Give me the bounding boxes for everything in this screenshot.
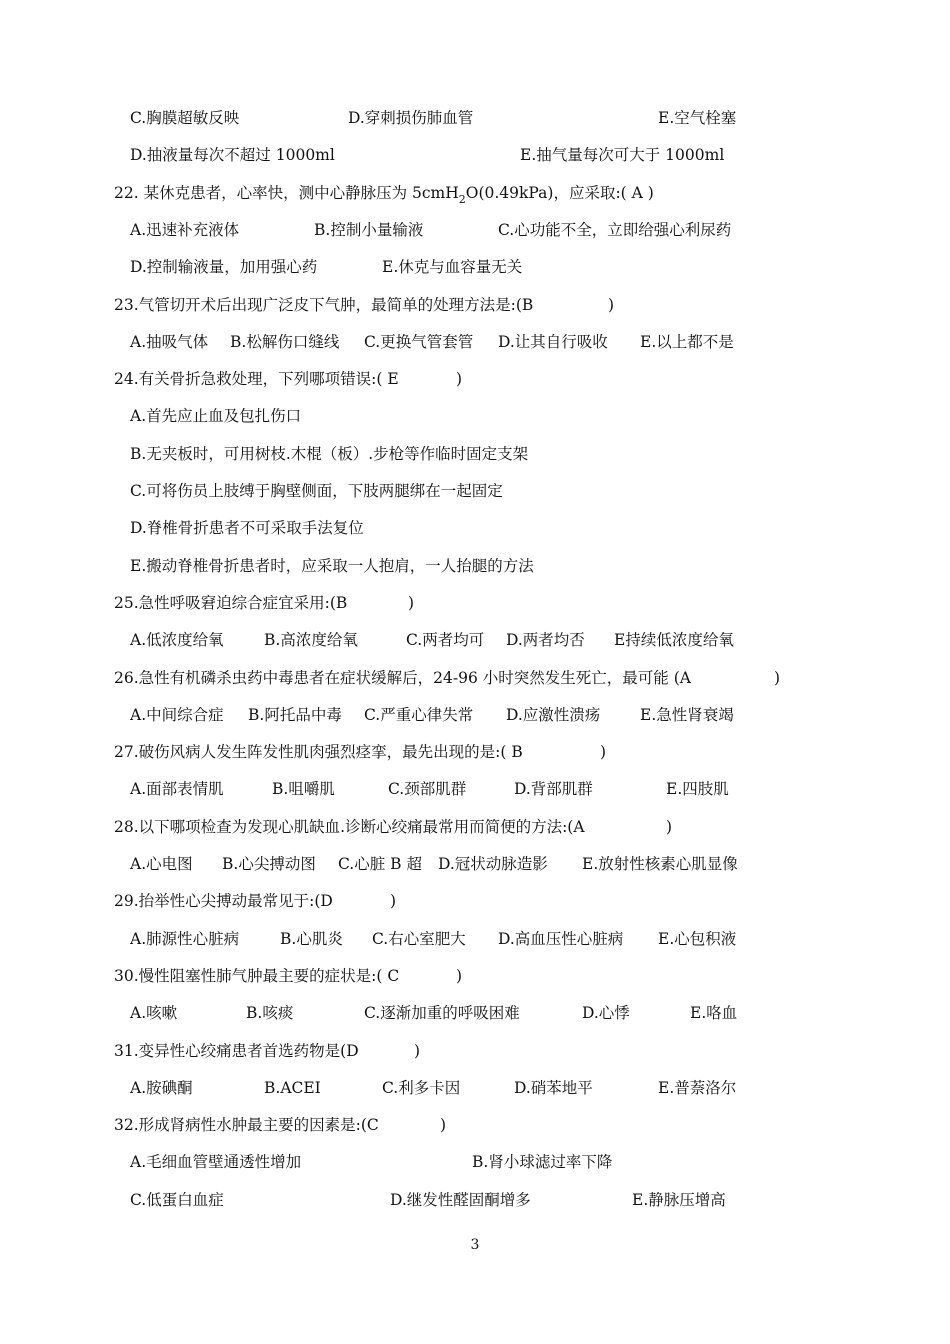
- answer-option: A.心电图: [130, 855, 193, 873]
- answer-option: E.以上都不是: [640, 333, 734, 351]
- answer-option: A.低浓度给氧: [130, 631, 224, 649]
- question-text: 22. 某休克患者，心率快，测中心静脉压为 5cmH: [114, 184, 459, 202]
- answer-option: C.右心室肥大: [372, 930, 466, 948]
- answer-option: D.控制输液量，加用强心药: [130, 258, 318, 276]
- answer-option: E.空气栓塞: [658, 109, 737, 127]
- answer-option: B.高浓度给氧: [264, 631, 358, 649]
- answer-option: A.中间综合症: [130, 706, 224, 724]
- answer-option: E.心包积液: [658, 930, 737, 948]
- question-text: ): [456, 967, 463, 985]
- answer-option: C.胸膜超敏反映: [130, 109, 240, 127]
- answer-option: C.更换气管套管: [364, 333, 474, 351]
- answer-option: C.可将伤员上肢缚于胸壁侧面，下肢两腿绑在一起固定: [130, 482, 503, 500]
- question-text: ): [608, 296, 615, 314]
- question-22: [114, 182, 654, 206]
- answer-option: B.阿托品中毒: [248, 706, 342, 724]
- answer-option: B.控制小量输液: [314, 221, 424, 239]
- question-text: ): [456, 370, 463, 388]
- answer-option: D.让其自行吸收: [498, 333, 608, 351]
- answer-option: C.心功能不全，立即给强心利尿药: [498, 221, 732, 239]
- answer-option: E.休克与血容量无关: [382, 258, 523, 276]
- answer-option: B.肾小球滤过率下降: [472, 1153, 613, 1171]
- answer-option: E.静脉压增高: [632, 1191, 726, 1209]
- answer-option: B.心尖搏动图: [222, 855, 316, 873]
- question-text: ): [414, 1042, 421, 1060]
- answer-option: E.普萘洛尔: [658, 1079, 737, 1097]
- answer-option: B.咀嚼肌: [272, 780, 335, 798]
- answer-option: E.急性肾衰竭: [640, 706, 734, 724]
- answer-option: E.搬动脊椎骨折患者时，应采取一人抱肩，一人抬腿的方法: [130, 557, 534, 575]
- question-text: 24.有关骨折急救处理，下列哪项错误:( E: [114, 370, 399, 388]
- question-text: 27.破伤风病人发生阵发性肌肉强烈痉挛，最先出现的是:( B: [114, 743, 523, 761]
- answer-option: C.逐渐加重的呼吸困难: [364, 1004, 520, 1022]
- answer-option: A.面部表情肌: [130, 780, 224, 798]
- answer-option: B.ACEI: [264, 1079, 321, 1097]
- answer-option: A.抽吸气体: [130, 333, 209, 351]
- answer-option: D.抽液量每次不超过 1000ml: [130, 146, 335, 164]
- answer-option: C.低蛋白血症: [130, 1191, 224, 1209]
- question-text: 31.变异性心绞痛患者首选药物是(D: [114, 1042, 359, 1060]
- answer-option: A.肺源性心脏病: [130, 930, 240, 948]
- question-text: ): [408, 594, 415, 612]
- answer-option: E.放射性核素心肌显像: [582, 855, 738, 873]
- answer-option: C.心脏 B 超: [338, 855, 422, 873]
- answer-option: A.首先应止血及包扎伤口: [130, 407, 302, 425]
- question-text: 25.急性呼吸窘迫综合症宜采用:(B: [114, 594, 348, 612]
- question-text: 28.以下哪项检查为发现心肌缺血.诊断心绞痛最常用而简便的方法:(A: [114, 818, 585, 836]
- answer-option: D.冠状动脉造影: [438, 855, 548, 873]
- question-text: ): [666, 818, 673, 836]
- question-text: 29.抬举性心尖搏动最常见于:(D: [114, 892, 333, 910]
- answer-option: D.应激性溃疡: [506, 706, 601, 724]
- question-text: 23.气管切开术后出现广泛皮下气肿，最简单的处理方法是:(B: [114, 296, 534, 314]
- question-text: 32.形成肾病性水肿最主要的因素是:(C: [114, 1116, 379, 1134]
- question-text: ): [774, 669, 781, 687]
- answer-option: A.胺碘酮: [130, 1079, 193, 1097]
- question-text: 30.慢性阻塞性肺气肿最主要的症状是:( C: [114, 967, 400, 985]
- question-text: ): [390, 892, 397, 910]
- answer-option: D.高血压性心脏病: [498, 930, 624, 948]
- answer-option: D.穿刺损伤肺血管: [348, 109, 474, 127]
- answer-option: E.咯血: [690, 1004, 738, 1022]
- question-text: ): [600, 743, 607, 761]
- answer-option: D.背部肌群: [514, 780, 593, 798]
- answer-option: C.两者均可: [406, 631, 485, 649]
- answer-option: A.咳嗽: [130, 1004, 178, 1022]
- answer-option: D.继发性醛固酮增多: [390, 1191, 531, 1209]
- question-text: ): [440, 1116, 447, 1134]
- answer-option: D.硝苯地平: [514, 1079, 593, 1097]
- question-text-tail: O(0.49kPa)，应采取:( A ): [465, 184, 654, 202]
- answer-option: C.严重心律失常: [364, 706, 474, 724]
- answer-option: E.四肢肌: [666, 780, 729, 798]
- subscript: 2: [458, 193, 466, 206]
- answer-option: A.毛细血管壁通透性增加: [130, 1153, 302, 1171]
- answer-option: B.咳痰: [246, 1004, 294, 1022]
- answer-option: E.抽气量每次可大于 1000ml: [520, 146, 725, 164]
- answer-option: A.迅速补充液体: [130, 221, 240, 239]
- answer-option: B.松解伤口缝线: [230, 333, 340, 351]
- page-number: 3: [470, 1237, 480, 1253]
- answer-option: E持续低浓度给氧: [614, 631, 734, 649]
- answer-option: B.无夹板时，可用树枝.木棍（板）.步枪等作临时固定支架: [130, 445, 529, 463]
- answer-option: D.脊椎骨折患者不可采取手法复位: [130, 519, 364, 537]
- answer-option: C.利多卡因: [382, 1079, 461, 1097]
- question-text: 26.急性有机磷杀虫药中毒患者在症状缓解后，24-96 小时突然发生死亡，最可能 (A: [114, 669, 691, 687]
- answer-option: D.两者均否: [506, 631, 585, 649]
- answer-option: D.心悸: [582, 1004, 630, 1022]
- answer-option: C.颈部肌群: [388, 780, 467, 798]
- answer-option: B.心肌炎: [280, 930, 343, 948]
